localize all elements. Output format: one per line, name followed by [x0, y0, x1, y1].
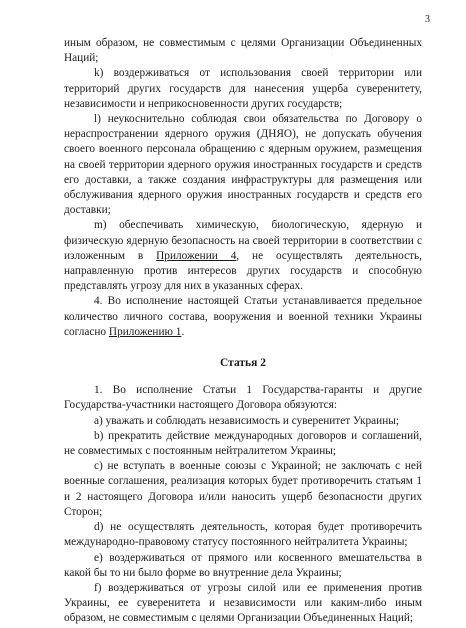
- paragraph-clause-4: 4. Во исполнение настоящей Статьи устанавливается предельное количество личного состава, вооружения и военной техники Украины согласно Приложению 1.: [64, 295, 422, 338]
- paragraph-item-k: k) воздерживаться от использования своей территории или территорий других государств для нанесения ущерба суверенитету, независимости и неприкосновенности других государств;: [64, 67, 422, 110]
- paragraph-clause-1: 1. Во исполнение Статьи 1 Государства-гаранты и другие Государства-участники настоящего Договора обязуются:: [64, 384, 422, 412]
- paragraph-item-a: a) уважать и соблюдать независимость и суверенитет Украины;: [94, 414, 399, 427]
- annex-1-reference: Приложению 1: [108, 325, 182, 338]
- article-heading: Статья 2: [220, 357, 266, 370]
- paragraph-continuation: иным образом, не совместимым с целями Организации Объединенных Наций;: [64, 37, 422, 65]
- paragraph-item-d: d) не осуществлять деятельность, которая будет противоречить международно-правовому статусу постоянного нейтралитета Украины;: [64, 521, 422, 549]
- paragraph-item-b: b) прекратить действие международных договоров и соглашений, не совместимых с постоянным нейтралитетом Украины;: [64, 429, 422, 458]
- paragraph-item-f: f) воздерживаться от угрозы силой или ее применения против Украины, ее суверенитета и независимости или каким-либо иным образом, не совместимым с целями Организации Объединенных Наций;: [64, 581, 422, 625]
- paragraph-item-c: c) не вступать в военные союзы с Украиной; не заключать с ней военные соглашения, реализация которых будет противоречить статьям 1 и 2 настоящего Договора и/или наносить ущерб безопасности других Сторон;: [64, 460, 422, 518]
- page-number: 3: [425, 14, 430, 25]
- paragraph-item-e: e) воздерживаться от прямого или косвенного вмешательства в какой бы то ни было форме во внутренние дела Украины;: [64, 551, 422, 579]
- annex-4-reference: Приложении 4: [156, 249, 237, 262]
- paragraph-item-m: m) обеспечивать химическую, биологическую, ядерную и физическую ядерную безопасность на своей территории в соответствии с изложенным в Приложении 4, не осуществлять деятельность, направленную против интересов других государств и способную представлять угрозу для них в указанных сферах.: [64, 219, 422, 293]
- paragraph-item-l: l) неукоснительно соблюдая свои обязательства по Договору о нераспространении ядерного оружия (ДНЯО), не допускать обучения своего военного персонала обращению с ядерным оружием, размещения на своей территории ядерного оружия иностранных государств и средств его доставки, а также создания инфраструктуры для размещения или обслуживания ядерного оружия иностранных государств и средств его доставки;: [64, 113, 422, 217]
